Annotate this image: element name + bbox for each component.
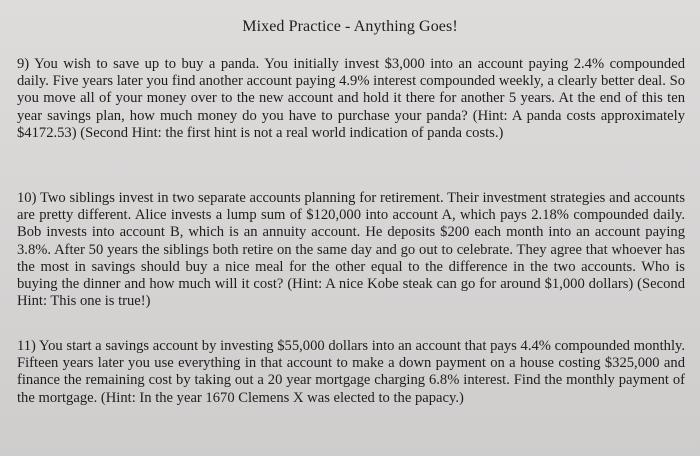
problem-text: You start a savings account by investing $55,000 dollars into an account that pays 4.4% compounded monthly. Fifteen years later you use everything in that account to make a down payment on a house costing $325,000 and finance the remaining cost by taking out a 20 year mortgage charging 6.8% interest. Find the monthly payment of the mortgage. (Hint: In the year 1670 Clemens X was elected to the papacy.) <box>17 338 685 406</box>
problem-11 <box>17 338 685 407</box>
worksheet-title: Mixed Practice - Anything Goes! <box>242 18 458 35</box>
problem-10 <box>17 190 685 310</box>
problem-9 <box>17 56 685 142</box>
problem-text: You wish to save up to buy a panda. You initially invest $3,000 into an account paying 2.4% compounded daily. Five years later you find another account paying 4.9% interest compounded weekly, a clearly better deal. So you move all of your money over to the new account and hold it there for another 5 years. At the end of this ten year savings plan, how much money do you have to purchase your panda? (Hint: A panda costs approximately $4172.53) (Second Hint: the first hint is not a real world indication of panda costs.) <box>17 56 686 141</box>
problem-text: Two siblings invest in two separate accounts planning for retirement. Their investment strategies and accounts are pretty different. Alice invests a lump sum of $120,000 into account A, which pays 2.18% compounded daily. Bob invests into account B, which is an annuity account. He deposits $200 each month into an account paying 3.8%. After 50 years the siblings both retire on the same day and go out to celebrate. They agree that whoever has the most in savings should buy a nice meal for the other equal to the difference in the two accounts. Who is buying the dinner and how much will it cost? (Hint: A nice Kobe steak can go for around $1,000 dollars) (Second Hint: This one is true!) <box>17 190 685 310</box>
problem-number: 9) <box>17 56 30 72</box>
problem-number: 11) <box>17 338 36 354</box>
problem-number: 10) <box>17 190 37 206</box>
